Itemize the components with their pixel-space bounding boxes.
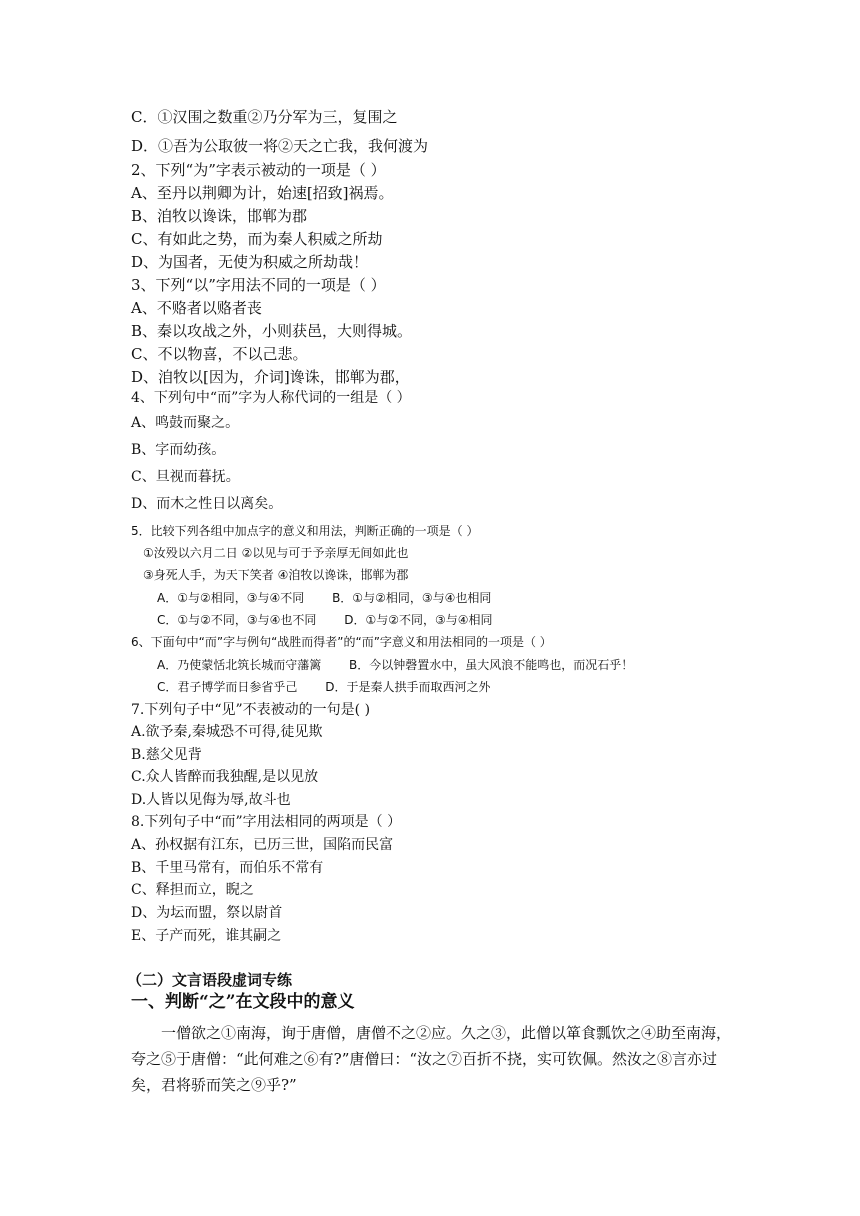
q2-option-a: A、至丹以荆卿为计，始速[招致]祸焉。 [131, 184, 394, 202]
q5-options-row-2 [157, 611, 493, 629]
q6-option-d: D．于是秦人拱手而取西河之外 [325, 680, 491, 694]
q2-option-c: C、有如此之势，而为秦人积威之所劫 [131, 230, 383, 248]
q6-options-row-2 [157, 678, 490, 696]
passage-paragraph: 一僧欲之①南海，询于唐僧，唐僧不之②应。久之③，此僧以箪食瓢饮之④助至南海，夸之⑤于唐僧：“此何难之⑥有?”唐僧曰：“汝之⑦百折不挠，实可钦佩。然汝之⑧言亦过矣，君将骄而笑之⑨乎?” [131, 1024, 732, 1094]
q8-option-b: B、千里马常有，而伯乐不常有 [131, 860, 324, 876]
q2-option-d: D、为国者，无使为积威之所劫哉！ [131, 253, 369, 271]
q5-sentences-1: ①汝殁以六月二日 ②以见与可于予亲厚无间如此也 [143, 546, 409, 560]
q5-option-b: B．①与②相同，③与④也相同 [332, 591, 492, 605]
q3-option-a: A、不赂者以赂者丧 [131, 299, 262, 317]
q8-stem: 8.下列句子中“而”字用法相同的两项是（ ） [131, 814, 402, 830]
q4-option-a: A、鸣鼓而聚之。 [131, 415, 240, 431]
q5-sentences-2: ③身死人手，为天下笑者 ④洎牧以谗诛，邯郸为郡 [143, 568, 409, 582]
q3-option-c: C、不以物喜，不以己悲。 [131, 345, 308, 363]
q7-stem: 7.下列句子中“见”不表被动的一句是( ) [131, 702, 371, 718]
q5-option-a: A．①与②相同，③与④不同 [157, 591, 305, 605]
q8-option-e: E、子产而死，谁其嗣之 [131, 928, 282, 944]
q8-option-c: C、释担而立，睨之 [131, 882, 254, 898]
q6-option-b: B．今以钟磬置水中，虽大风浪不能鸣也，而况石乎！ [349, 658, 634, 672]
q5-option-d: D．①与②不同，③与④相同 [344, 613, 493, 627]
q7-option-d: D.人皆以见侮为辱,故斗也 [131, 792, 291, 808]
q8-option-d: D、为坛而盟，祭以尉首 [131, 905, 283, 921]
q1-option-c: C．①汉围之数重②乃分军为三，复围之 [131, 108, 398, 126]
q7-option-b: B.慈父见背 [131, 747, 202, 763]
q6-stem: 6、下面句中“而”字与例句“战胜而得者”的“而”字意义和用法相同的一项是（ ） [131, 635, 552, 649]
q1-option-d: D．①吾为公取彼一将②天之亡我，我何渡为 [131, 137, 429, 155]
q6-option-a: A．乃使蒙恬北筑长城而守藩篱 [157, 658, 322, 672]
q4-option-d: D、而木之性日以离矣。 [131, 496, 283, 512]
q4-stem: 4、下列句中“而”字为人称代词的一组是（ ） [131, 390, 411, 406]
q2-stem: 2、下列“为”字表示被动的一项是（ ） [131, 161, 386, 179]
q2-option-b: B、洎牧以谗诛，邯郸为郡 [131, 207, 308, 225]
q6-options-row-1 [157, 656, 633, 674]
q4-option-c: C、旦视而暮抚。 [131, 469, 240, 485]
q5-stem: 5．比较下列各组中加点字的意义和用法，判断正确的一项是（ ） [131, 524, 479, 538]
q7-option-a: A.欲予秦,秦城恐不可得,徒见欺 [131, 724, 323, 740]
q5-options-row-1 [157, 589, 491, 607]
q3-stem: 3、下列“以”字用法不同的一项是（ ） [131, 276, 386, 294]
q3-option-b: B、秦以攻战之外，小则获邑，大则得城。 [131, 322, 413, 340]
sub-title: 一、判断“之”在文段中的意义 [131, 992, 355, 1012]
q7-option-c: C.众人皆醉而我独醒,是以见放 [131, 769, 319, 785]
q3-option-d: D、洎牧以[因为，介词]谗诛，邯郸为郡， [131, 368, 410, 386]
q6-option-c: C．君子博学而日参省乎己 [157, 680, 298, 694]
q8-option-a: A、孙权据有江东，已历三世，国陷而民富 [131, 837, 394, 853]
q5-option-c: C．①与②不同，③与④也不同 [157, 613, 317, 627]
section-title: （二）文言语段虚词专练 [127, 971, 293, 989]
q4-option-b: B、字而幼孩。 [131, 442, 226, 458]
